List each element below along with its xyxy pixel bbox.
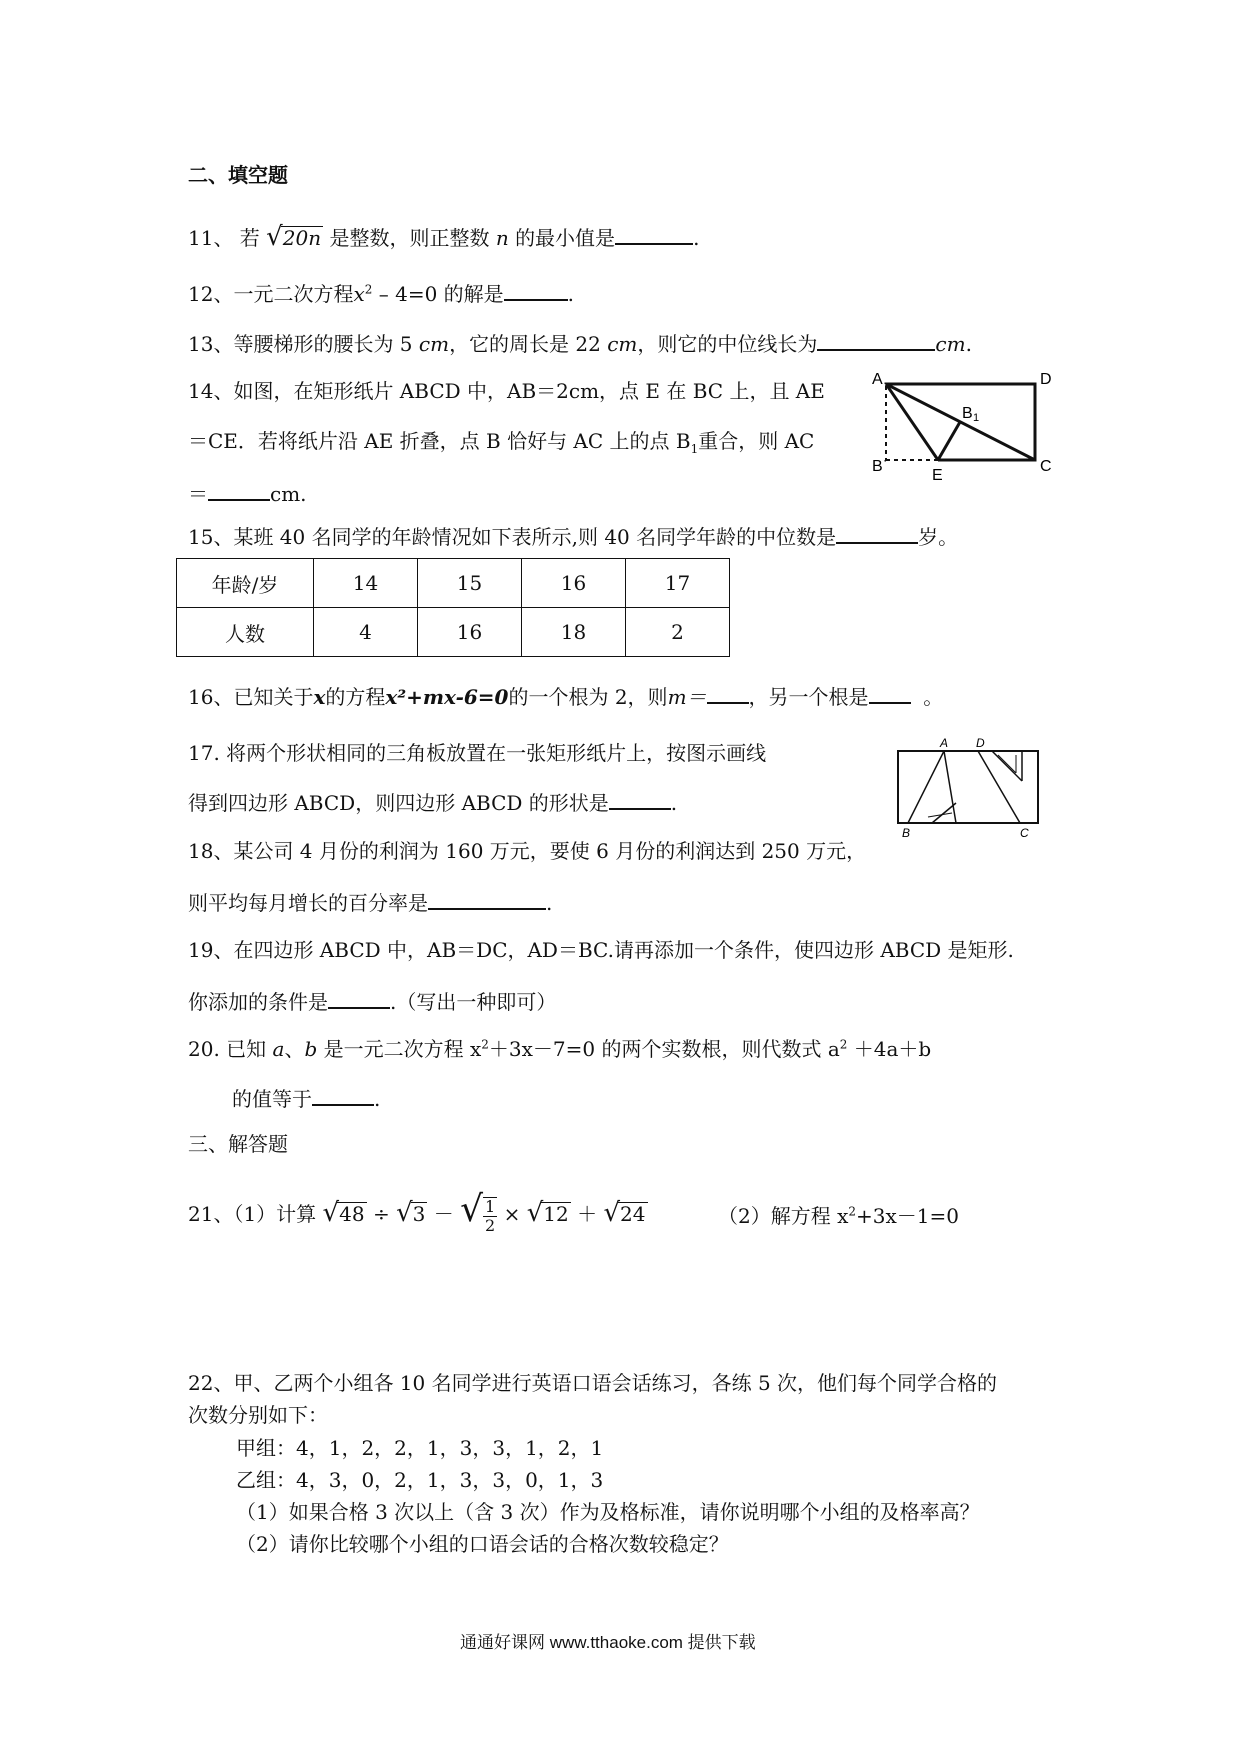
- q21-minus: －: [433, 1202, 454, 1226]
- table-cell: 14: [314, 559, 418, 608]
- q11-period: .: [693, 226, 700, 250]
- q19-line2-end: .（写出一种即可）: [390, 990, 557, 1014]
- q20-pre: 20. 已知: [188, 1037, 267, 1061]
- sqrt-symbol: √: [396, 1198, 413, 1228]
- q17-triangle-2-inner: [998, 755, 1016, 773]
- q17-label-a: A: [940, 736, 949, 750]
- question-22-line-1: 22、甲、乙两个小组各 10 名同学进行英语口语会话练习，各练 5 次，他们每个同学合格的: [188, 1371, 998, 1395]
- question-17-line-2: [188, 790, 677, 814]
- q20-mid: 是一元二次方程 x: [323, 1037, 482, 1061]
- question-20-line-1: [188, 1038, 931, 1060]
- q20-mid2: ＋3x－7=0 的两个实数根，则代数式 a: [488, 1037, 840, 1061]
- q14-subscript: 1: [690, 442, 699, 456]
- question-15: [188, 524, 958, 548]
- question-14-line-1: 14、如图，在矩形纸片 ABCD 中，AB＝2cm，点 E 在 BC 上，且 AE: [188, 379, 825, 403]
- q16-prefix: 16、已知关于: [188, 685, 314, 709]
- section-title-fill-blank: 二、填空题: [188, 163, 288, 187]
- q20-end: ＋4a＋b: [847, 1037, 932, 1061]
- question-20-line-2: [232, 1086, 380, 1110]
- q18-answer-blank[interactable]: [428, 890, 546, 910]
- section-title-solve: 三、解答题: [188, 1132, 288, 1156]
- q13-middle-2: ，则它的中位线长为: [637, 332, 818, 356]
- question-11: [188, 223, 699, 252]
- q21-radicand-4: 24: [620, 1202, 646, 1226]
- q21-divide: ÷: [372, 1202, 390, 1226]
- sqrt-symbol: √: [603, 1198, 621, 1228]
- q21-radicand-2: 3: [412, 1202, 426, 1226]
- q21-prefix: 21、（1）计算: [188, 1202, 317, 1226]
- q14-line3-post: cm.: [270, 482, 307, 506]
- question-21-part-2: [718, 1205, 959, 1227]
- q17-line-dc: [978, 751, 1020, 823]
- q12-answer-blank[interactable]: [504, 281, 568, 301]
- q15-unit: 岁。: [918, 525, 959, 549]
- q20-a: a: [272, 1037, 285, 1061]
- q16-answer-blank-root[interactable]: [869, 684, 911, 704]
- q19-line2-pre: 你添加的条件是: [188, 990, 328, 1014]
- table-cell: 18: [522, 608, 626, 657]
- q15-answer-blank[interactable]: [836, 524, 918, 544]
- q21-numerator: 1: [485, 1196, 496, 1216]
- q11-prefix: 11、 若: [188, 226, 260, 250]
- q13-period: .: [965, 332, 972, 356]
- q17-triangle-figure: [892, 733, 1070, 845]
- q21-part2-sq: 2: [848, 1204, 857, 1219]
- q17-triangle-1-hyp: [932, 803, 956, 823]
- q11-radicand: 20n: [282, 226, 322, 250]
- table-row: [177, 608, 730, 657]
- q12-prefix: 12、一元二次方程: [188, 282, 354, 306]
- sqrt-symbol: √: [322, 1198, 340, 1228]
- q17-label-d: D: [976, 736, 985, 750]
- q21-fraction: [483, 1197, 497, 1234]
- question-17-line-1: 17. 将两个形状相同的三角板放置在一张矩形纸片上，按图示画线: [188, 741, 767, 765]
- question-22-sub-1: （1）如果合格 3 次以上（含 3 次）作为及格标准，请你说明哪个小组的及格率高？: [236, 1500, 980, 1524]
- q16-x: x: [313, 685, 326, 709]
- question-21: [188, 1190, 648, 1234]
- question-14-line-3: [188, 481, 307, 505]
- page-footer: 通通好课网 www.tthaoke.com 提供下载: [460, 1633, 756, 1652]
- q17-answer-blank[interactable]: [609, 790, 671, 810]
- q16-middle: 的方程: [325, 685, 386, 709]
- table-row: [177, 559, 730, 608]
- q13-unit-2: cm: [607, 332, 638, 356]
- q12-exponent: 2: [364, 282, 373, 297]
- question-22-group-a: 甲组：4，1，2，2，1，3，3，1，2，1: [236, 1436, 604, 1460]
- q14-label-a: A: [872, 372, 883, 388]
- q13-unit-3: cm: [935, 332, 966, 356]
- q14-line3-pre: ＝: [188, 482, 208, 506]
- table-cell: 17: [626, 559, 730, 608]
- q18-line2-pre: 则平均每月增长的百分率是: [188, 891, 428, 915]
- question-18-line-2: [188, 890, 552, 914]
- q20-sep: 、: [284, 1037, 305, 1061]
- q13-unit-1: cm: [418, 332, 450, 356]
- q11-variable-n: n: [495, 226, 509, 250]
- q21-denominator: 2: [485, 1215, 496, 1235]
- question-22-sub-2: （2）请你比较哪个小组的口语会话的合格次数较稳定？: [236, 1532, 729, 1556]
- question-16: [188, 684, 943, 708]
- question-13: [188, 331, 972, 355]
- q16-comma: ，另一个根是: [748, 685, 869, 709]
- q15-text: 15、某班 40 名同学的年龄情况如下表所示,则 40 名同学年龄的中位数是: [188, 525, 837, 549]
- q18-period: .: [546, 891, 553, 915]
- q20-b: b: [304, 1037, 318, 1061]
- table-cell: 年龄/岁: [177, 559, 314, 608]
- q16-end: 。: [923, 685, 944, 709]
- q16-answer-blank-m[interactable]: [707, 684, 749, 704]
- q20-period: .: [374, 1087, 381, 1111]
- question-22-line-2: 次数分别如下：: [188, 1403, 328, 1427]
- q14-diagonal-ac: [886, 384, 1035, 460]
- q14-segment-eb1: [938, 422, 960, 460]
- q21-part2-pre: （2）解方程 x: [718, 1204, 849, 1228]
- sqrt-symbol: √: [460, 1189, 484, 1230]
- q19-answer-blank[interactable]: [328, 989, 390, 1009]
- q17-line2-pre: 得到四边形 ABCD，则四边形 ABCD 的形状是: [188, 791, 609, 815]
- q14-label-b1-sub: 1: [973, 412, 980, 424]
- q14-fold-line-ae: [886, 384, 938, 460]
- q14-label-d: D: [1040, 372, 1052, 388]
- q13-prefix: 13、等腰梯形的腰长为 5: [188, 332, 413, 356]
- table-cell: 2: [626, 608, 730, 657]
- q13-middle: ，它的周长是 22: [449, 332, 601, 356]
- q14-label-b: B: [872, 458, 883, 475]
- table-cell: 15: [418, 559, 522, 608]
- q20-line2-pre: 的值等于: [232, 1087, 312, 1111]
- q17-label-c: C: [1020, 826, 1029, 840]
- sqrt-symbol: √: [526, 1198, 544, 1228]
- q14-line2-post: 重合，则 AC: [698, 429, 815, 453]
- question-22-group-b: 乙组：4，3，0，2，1，3，3，0，1，3: [236, 1468, 604, 1492]
- q21-times: ×: [503, 1202, 521, 1226]
- question-14-line-2: [188, 430, 814, 456]
- table-cell: 16: [522, 559, 626, 608]
- q13-answer-blank[interactable]: [817, 331, 935, 351]
- question-19-line-1: 19、在四边形 ABCD 中，AB＝DC，AD＝BC.请再添加一个条件，使四边形 ABCD 是矩形.: [188, 938, 1014, 962]
- q12-period: .: [567, 282, 575, 306]
- q17-triangle-2-hyp: [992, 751, 1022, 781]
- q17-period: .: [670, 791, 678, 815]
- q21-radicand-3: 12: [543, 1202, 569, 1226]
- q20-answer-blank[interactable]: [312, 1086, 374, 1106]
- q20-sq: 2: [481, 1037, 489, 1052]
- q16-m: m＝: [667, 685, 707, 709]
- q17-line-ab: [908, 751, 944, 823]
- q12-equation: – 4=0 的解是: [372, 282, 504, 306]
- q11-middle: 是整数，则正整数: [329, 226, 490, 250]
- q20-sq2: 2: [839, 1037, 848, 1052]
- q14-rectangle-figure: [870, 372, 1060, 482]
- q14-answer-blank[interactable]: [208, 481, 270, 501]
- table-cell: 16: [418, 608, 522, 657]
- q21-part2-post: +3x－1=0: [856, 1204, 959, 1228]
- q14-line2-pre: ＝CE．若将纸片沿 AE 折叠，点 B 恰好与 AC 上的点 B: [188, 429, 691, 453]
- q12-x: x: [353, 282, 365, 306]
- q14-label-b1: B: [962, 405, 973, 422]
- question-18-line-1: 18、某公司 4 月份的利润为 160 万元，要使 6 月份的利润达到 250 万元，: [188, 839, 867, 863]
- q14-label-e: E: [932, 467, 943, 482]
- question-12: [188, 281, 574, 305]
- q16-equation: x²+mx-6=0: [385, 685, 509, 709]
- q16-post: 的一个根为 2，则: [508, 685, 668, 709]
- table-cell: 4: [314, 608, 418, 657]
- age-table: [176, 558, 730, 657]
- table-cell: 人数: [177, 608, 314, 657]
- question-19-line-2: [188, 989, 556, 1013]
- sqrt-symbol: √: [266, 222, 283, 252]
- q11-tail: 的最小值是: [515, 226, 616, 250]
- q11-answer-blank[interactable]: [615, 225, 693, 245]
- q21-radicand-1: 48: [339, 1202, 365, 1226]
- q14-label-c: C: [1040, 458, 1052, 475]
- q17-rectangle: [898, 751, 1038, 823]
- q21-plus: ＋: [577, 1202, 598, 1226]
- q17-label-b: B: [902, 826, 911, 840]
